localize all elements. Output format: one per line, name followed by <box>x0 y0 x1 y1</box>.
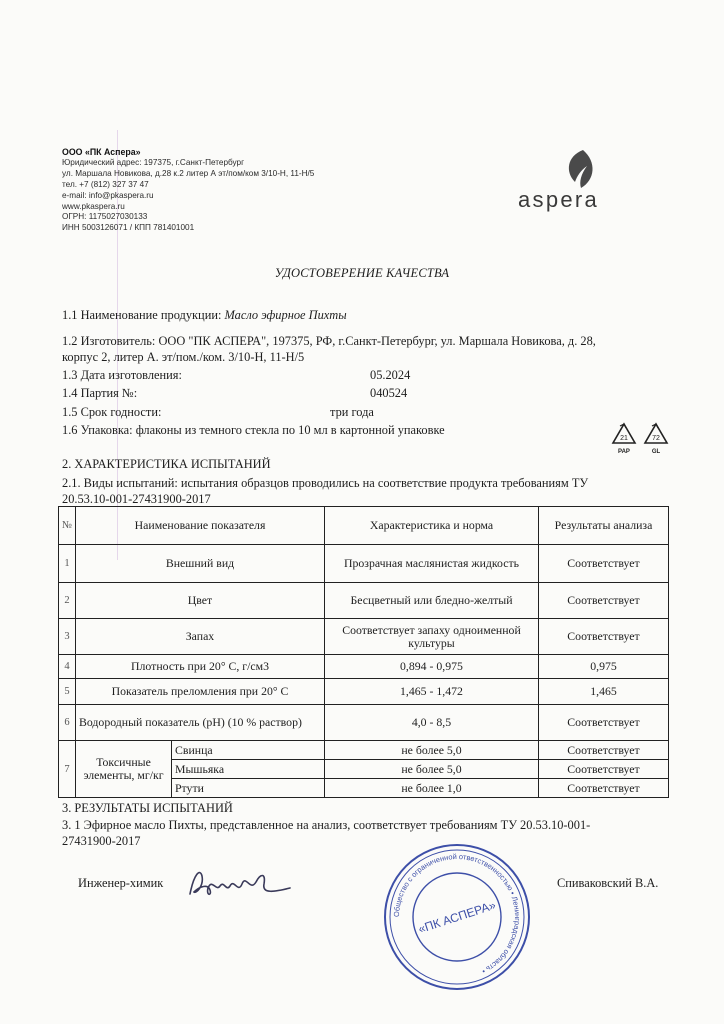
row-num: 3 <box>59 619 76 655</box>
email: e-mail: info@pkaspera.ru <box>62 190 154 200</box>
table-header-row <box>59 507 669 545</box>
brand-name: aspera <box>518 187 600 212</box>
toxic-item-norm: не более 5,0 <box>325 760 539 779</box>
engineer-label: Инженер-химик <box>78 876 164 890</box>
toxic-item-name: Свинца <box>172 741 325 760</box>
row-norm: 0,894 - 0,975 <box>325 655 539 679</box>
company-header <box>62 147 314 234</box>
row-result: 0,975 <box>539 655 669 679</box>
row-num: 7 <box>59 741 76 798</box>
stamp-center-text: «ПК АСПЕРА» <box>416 897 498 937</box>
row-result: Соответствует <box>539 583 669 619</box>
company-name: ООО «ПК Аспера» <box>62 147 141 157</box>
row-norm: 4,0 - 8,5 <box>325 705 539 741</box>
table-row <box>59 583 669 619</box>
date-label: 1.3 Дата изготовления: <box>62 368 182 382</box>
row-result: 1,465 <box>539 679 669 705</box>
toxic-item-name: Мышьяка <box>172 760 325 779</box>
shelf-life-label: 1.5 Срок годности: <box>62 405 162 419</box>
manufacturer-line-2: корпус 2, литер А. эт/пом./ком. 3/10-Н, 11-Н/5 <box>62 350 305 364</box>
ogrn: ОГРН: 1175027030133 <box>62 212 148 222</box>
toxic-item-result: Соответствует <box>539 760 669 779</box>
shelf-life-value: три года <box>330 405 374 419</box>
toxic-item-result: Соответствует <box>539 741 669 760</box>
row-num: 6 <box>59 705 76 741</box>
manufacturer-line-1: 1.2 Изготовитель: ООО "ПК АСПЕРА", 197375, РФ, г.Санкт-Петербург, ул. Маршала Новикова, д. 28, <box>62 334 596 348</box>
signature <box>186 864 296 904</box>
phone: тел. +7 (812) 327 37 47 <box>62 179 149 189</box>
toxic-item-name: Ртути <box>172 779 325 798</box>
col-header-norm: Характеристика и норма <box>325 507 539 545</box>
date-value: 05.2024 <box>370 368 411 382</box>
toxic-item-norm: не более 1,0 <box>325 779 539 798</box>
product-line <box>62 308 347 323</box>
engineer-name: Спиваковский В.А. <box>557 876 659 890</box>
packaging-line: 1.6 Упаковка: флаконы из темного стекла по 10 мл в картонной упаковке <box>62 423 445 437</box>
document-title: УДОСТОВЕРЕНИЕ КАЧЕСТВА <box>274 266 450 280</box>
table-row <box>59 741 669 760</box>
row-num: 1 <box>59 545 76 583</box>
section-2-title: 2. ХАРАКТЕРИСТИКА ИСПЫТАНИЙ <box>62 457 271 471</box>
row-norm: 1,465 - 1,472 <box>325 679 539 705</box>
row-norm: Соответствует запаху одноименной культуры <box>325 619 539 655</box>
row-num: 4 <box>59 655 76 679</box>
row-name: Запах <box>76 619 325 655</box>
col-header-result: Результаты анализа <box>539 507 669 545</box>
toxic-elements-label: Токсичные элементы, мг/кг <box>76 741 172 798</box>
recycle-pap-label: PAP <box>618 449 630 455</box>
address-line-2: ул. Маршала Новикова, д.28 к.2 литер А эт/пом/ком 3/10-Н, 11-Н/5 <box>62 168 315 178</box>
section-3-line-1: 3. 1 Эфирное масло Пихты, представленное на анализ, соответствует требованиям ТУ 20.53.10-001- <box>62 818 591 832</box>
recycle-gl-code: 72 <box>652 435 660 442</box>
company-stamp <box>382 842 532 992</box>
row-name: Водородный показатель (pH) (10 % раствор) <box>76 705 325 741</box>
col-header-num: № <box>59 507 76 545</box>
col-header-name: Наименование показателя <box>76 507 325 545</box>
batch-value: 040524 <box>370 386 408 400</box>
row-result: Соответствует <box>539 705 669 741</box>
row-name: Внешний вид <box>76 545 325 583</box>
recycle-gl-label: GL <box>651 449 661 455</box>
row-num: 5 <box>59 679 76 705</box>
table-row <box>59 655 669 679</box>
row-name: Цвет <box>76 583 325 619</box>
toxic-item-norm: не более 5,0 <box>325 741 539 760</box>
row-name: Показатель преломления при 20° С <box>76 679 325 705</box>
inn: ИНН 5003126071 / КПП 781401001 <box>62 223 195 233</box>
table-row <box>59 679 669 705</box>
recycle-pap-icon <box>611 422 637 456</box>
section-2-line-2: 20.53.10-001-27431900-2017 <box>62 492 211 506</box>
product-label: 1.1 Наименование продукции: <box>62 308 222 322</box>
table-row <box>59 705 669 741</box>
row-result: Соответствует <box>539 619 669 655</box>
row-result: Соответствует <box>539 545 669 583</box>
row-num: 2 <box>59 583 76 619</box>
table-row <box>59 619 669 655</box>
section-3-title: 3. РЕЗУЛЬТАТЫ ИСПЫТАНИЙ <box>62 801 233 815</box>
stamp-ring-text: Общество с ограниченной ответственностью • Ленинградская область • <box>391 851 523 976</box>
recycle-pap-code: 21 <box>620 435 628 442</box>
row-name: Плотность при 20° С, г/см3 <box>76 655 325 679</box>
test-results-table <box>58 506 669 798</box>
row-norm: Прозрачная маслянистая жидкость <box>325 545 539 583</box>
product-value: Масло эфирное Пихты <box>224 308 347 322</box>
address-line-1: Юридический адрес: 197375, г.Санкт-Петербург <box>62 157 245 167</box>
table-row <box>59 545 669 583</box>
website: www.pkaspera.ru <box>62 201 125 211</box>
batch-label: 1.4 Партия №: <box>62 386 138 400</box>
toxic-item-result: Соответствует <box>539 779 669 798</box>
row-norm: Бесцветный или бледно-желтый <box>325 583 539 619</box>
section-2-line-1: 2.1. Виды испытаний: испытания образцов проводились на соответствие продукта требованиям ТУ <box>62 476 589 490</box>
section-3-line-2: 27431900-2017 <box>62 834 141 848</box>
recycle-gl-icon <box>643 422 669 456</box>
